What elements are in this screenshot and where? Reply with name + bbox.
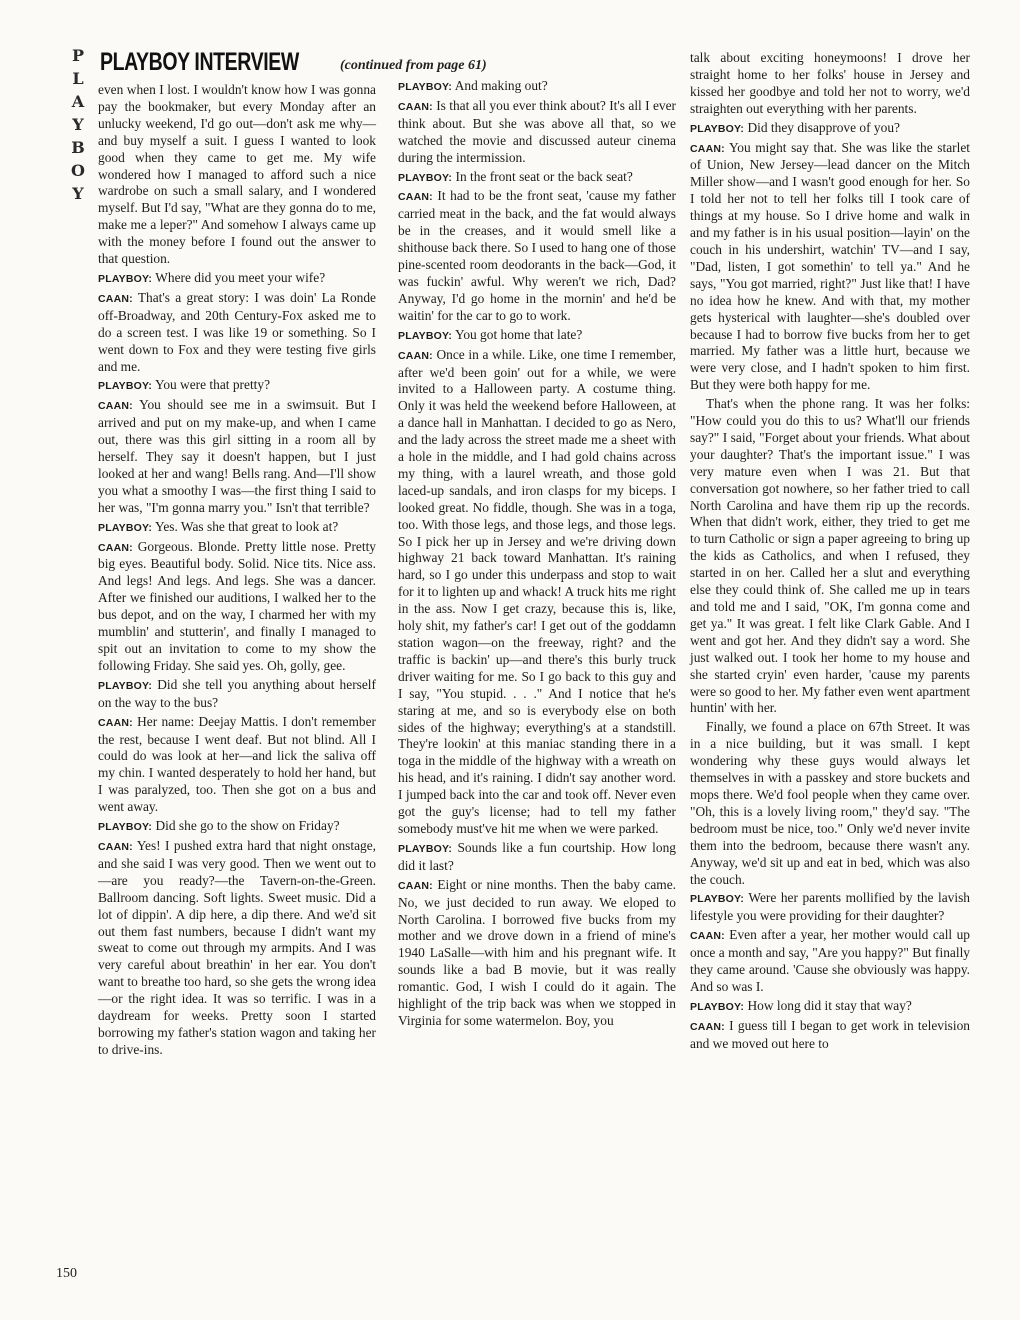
paragraph	[398, 188, 676, 324]
speaker-label: PLAYBOY:	[98, 821, 153, 834]
paragraph	[98, 290, 376, 376]
masthead-letter: A	[71, 92, 85, 111]
masthead-letter: B	[71, 138, 85, 157]
paragraph	[690, 396, 970, 717]
paragraph	[98, 519, 376, 537]
paragraph	[398, 98, 676, 167]
masthead-letter: O	[71, 161, 85, 180]
paragraph	[690, 890, 970, 925]
masthead-letter: L	[72, 69, 84, 88]
paragraph-text: Were her parents mollified by the lavish lifestyle you were providing for their daughter?	[690, 890, 971, 924]
paragraph-text: Did she tell you anything about herself on the way to the bus?	[98, 676, 376, 710]
speaker-label: PLAYBOY:	[98, 521, 153, 534]
paragraph-text: Where did you meet your wife?	[155, 269, 326, 285]
speaker-label: CAAN:	[690, 1020, 725, 1033]
paragraph-text: Her name: Deejay Mattis. I don't remember the rest, because I went deaf. But not blind. All I could do was look at her—and lick the saliva off my chin. I wanted desperately to hold her hand, but I was paralyzed, too. Then she got on a bus and went away.	[98, 713, 376, 815]
masthead-letter: Y	[72, 184, 84, 203]
paragraph-text: Yes! I pushed extra hard that night onstage, and she said I was very good. Then we went out to—are you ready?—the Tavern-on-the-Green. Ballroom dancing. Soft lights. Sweet music. Did a lot of dippin'. A dip here, a dip there. And we'd sit out them fast numbers, because I didn't want my sweat to come out through my armpits. And I was very careful about breathin' in her ear. You don't want to breathe too hard, so she gets the wrong idea—or the right idea. It was so terrific. I was in a daydream for weeks. Pretty soon I started borrowing my father's station wagon and taking her to drive-ins.	[98, 837, 376, 1057]
playboy-vertical-masthead	[68, 44, 88, 205]
paragraph-text: talk about exciting honeymoons! I drove her straight home to her folks' house in Jersey and kissed her goodbye and told her not to worry, we'd straighten out everything with her parents.	[690, 50, 970, 116]
paragraph-text: You might say that. She was like the starlet of Union, New Jersey—lead dancer on the Mitch Miller show—and I wasn't good enough for her. So I told her not to tell her folks till I took care of things at my house. So I drive home and walk in and my father is in his usual position—layin' on the couch in his undershirt, watchin' TV—and I say, "Dad, listen, I got somethin' to tell ya." And he says, "You got married, right?" Just like that! I have no idea how he knew. And with that, my mother gets hysterical with laughter—she's doubled over because I had to borrow five bucks from her to get married. My father was a little hurt, because we were very close, and I hadn't spoken to him first. But they were both happy for me.	[690, 139, 971, 393]
article-title: PLAYBOY INTERVIEW	[100, 48, 299, 76]
paragraph	[98, 270, 376, 288]
speaker-label: PLAYBOY:	[98, 272, 153, 285]
paragraph	[690, 927, 970, 996]
paragraph	[690, 1018, 970, 1053]
paragraph-text: In the front seat or the back seat?	[455, 168, 633, 184]
speaker-label: CAAN:	[398, 879, 433, 892]
paragraph-text: Is that all you ever think about? It's all I ever think about. But she was above all that, so we watched the movie and discussed auteur cinema during the intermission.	[398, 97, 676, 165]
paragraph	[98, 377, 376, 395]
paragraph-text: I guess till I began to get work in television and we moved out here to	[690, 1017, 970, 1051]
paragraph	[98, 818, 376, 836]
paragraph-text: Yes. Was she that great to look at?	[154, 518, 339, 534]
paragraph	[690, 120, 970, 138]
speaker-label: CAAN:	[690, 930, 725, 943]
paragraph-text: Did they disapprove of you?	[747, 119, 900, 135]
paragraph-text: Sounds like a fun courtship. How long did it last?	[398, 839, 676, 873]
text-column-3	[690, 50, 970, 1055]
paragraph	[690, 719, 970, 888]
continued-note: (continued from page 61)	[340, 58, 487, 73]
paragraph-text: Gorgeous. Blonde. Pretty little nose. Pretty big eyes. Beautiful body. Solid. Nice tits. Nice ass. And legs! And legs. And legs. She was a dancer. After we finished our auditions, I walked her to the bus depot, and on the way, I charmed her with my mumblin' and stutterin', and finally I managed to spit out an invitation to come to my show the following Friday. She said yes. Oh, golly, gee.	[98, 538, 376, 673]
paragraph-text: It had to be the front seat, 'cause my father carried meat in the back, and the fat would always be in the creases, and it would smell like a shithouse back there. So I used to hang one of those pine-scented room deodorants in the back—God, it was fuckin' awful. Why weren't we rich, Dad? Anyway, I'd go home in the mornin' and he'd be waitin' for the car to go to work.	[398, 188, 676, 323]
paragraph	[398, 169, 676, 187]
paragraph	[98, 714, 376, 816]
speaker-label: PLAYBOY:	[690, 893, 745, 906]
paragraph-text: That's when the phone rang. It was her folks: "How could you do this to us? What'll our friends say?" I said, "Forget about your friends. What about your daughter? That's the important issue." I was very mature even when I was 21. But that conversation got nowhere, so her father tried to call North Carolina and have them rip up the records. When that didn't work, either, they tried to get me to turn Catholic or sign a paper agreeing to bring up the kids as Catholics, and when I refused, they started in on her. Called her a slut and everything else they could think of. She called me up in tears and told me and I said, "OK, I'm gonna come and get ya." It was great. I felt like Clark Gable. And I went and got her. And they didn't say a word. She just walked out. I took her home to my house and she started cryin' even harder, 'cause my parents were so good to her. My father even went apartment huntin' with her.	[690, 396, 970, 716]
paragraph	[98, 838, 376, 1059]
speaker-label: PLAYBOY:	[690, 122, 745, 135]
paragraph	[690, 140, 970, 395]
paragraph	[398, 78, 676, 96]
speaker-label: CAAN:	[398, 100, 433, 113]
paragraph	[398, 877, 676, 1030]
speaker-label: PLAYBOY:	[690, 1000, 745, 1013]
paragraph-text: even when I lost. I wouldn't know how I was gonna pay the bookmaker, but every Monday after an unlucky weekend, I'd go out—don't ask me why—and buy myself a suit. I guess I wanted to look good when they came to get me. My wife wondered how I managed to afford such a nice wardrobe on such a small salary, and I wondered myself. But I'd say, "What are they gonna do to me, make me a leper?" And somehow I always came up with the money before I found out the answer to that question.	[98, 82, 376, 267]
text-column-2	[398, 78, 676, 1032]
speaker-label: CAAN:	[98, 716, 133, 729]
paragraph-text: Even after a year, her mother would call up once a month and say, "Are you happy?" But finally they came around. 'Cause she obviously was happy. And so was I.	[690, 927, 970, 994]
speaker-label: PLAYBOY:	[398, 171, 453, 184]
speaker-label: CAAN:	[98, 840, 133, 853]
paragraph	[98, 539, 376, 675]
speaker-label: PLAYBOY:	[98, 679, 153, 692]
paragraph-text: Did she go to the show on Friday?	[155, 818, 340, 834]
speaker-label: CAAN:	[98, 292, 133, 305]
masthead-letter: Y	[72, 115, 84, 134]
text-column-1	[98, 82, 376, 1061]
paragraph	[690, 998, 970, 1016]
paragraph	[398, 327, 676, 345]
paragraph-text: And making out?	[454, 78, 548, 93]
speaker-label: PLAYBOY:	[398, 842, 453, 855]
paragraph-text: How long did it stay that way?	[747, 997, 912, 1013]
paragraph-text: Once in a while. Like, one time I remember, after we'd been goin' out for a while, we were invited to a Halloween party. A costume thing. Only it was held the weekend before Halloween, at a dance hall in Manhattan. I decided to go as Nero, and the lady across the street made me a sheet with a hole in the middle, and I had gold chains across my thing, with a laurel wreath, and those gold laced-up sandals, and iron clasps for my biceps. I looked great. No fiddle, though. She was in a toga, too. With those legs, and those legs, and those legs. So I pick her up in Jersey and we're driving down highway 21 back toward Manhattan. It's raining hard, so I go under this underpass and stop to wait for it to lighten up and whack! A truck hits me right in the ass. Now I get crazy, because this is, like, holy shit, my father's car! I get out of the goddamn station wagon—on the freeway, right? and the traffic is backin' up—and there's this burly truck driver waiting for me. So I go back to this guy and I say, "You stupid. . . ." And I notice that he's staring at me, and so is everybody else on both sides of the highway; everything's at a standstill. They're lookin' at this maniac standing there in a toga in the middle of the highway with a wreath on his head, and it's raining. I didn't say another word. I jumped back into the car and took off. Never even got the guy's license; had to tell my father somebody must've hit me when we were parked.	[398, 346, 676, 836]
paragraph	[98, 82, 376, 268]
paragraph-text: You got home that late?	[454, 326, 583, 342]
speaker-label: CAAN:	[98, 400, 133, 413]
paragraph-text: That's a great story: I was doin' La Ronde off-Broadway, and 20th Century-Fox asked me to do a screen test. I was like 19 or something. So I went down to Fox and they were testing five girls and me.	[98, 289, 376, 374]
paragraph	[98, 397, 376, 516]
paragraph	[398, 840, 676, 875]
paragraph-text: Eight or nine months. Then the baby came. No, we just decided to run away. We eloped to North Carolina. I borrowed five bucks from my mother and we drove down in a friend of mine's 1940 LaSalle—with him and his pregnant wife. It sounds like a bad B movie, but it was really romantic. God, I wish I could do it again. The highlight of the trip back was when we stopped in Virginia for some watermelon. Boy, you	[398, 876, 676, 1028]
paragraph-text: You were that pretty?	[154, 377, 271, 393]
speaker-label: CAAN:	[398, 191, 433, 204]
paragraph	[690, 50, 970, 118]
speaker-label: CAAN:	[690, 142, 725, 155]
speaker-label: CAAN:	[398, 349, 433, 362]
masthead-letter: P	[71, 46, 85, 65]
paragraph-text: You should see me in a swimsuit. But I arrived and put on my make-up, and when I came out, there was this girl sitting in a room all by herself. They say it doesn't happen, but I just looked at her and wang! Bells rang. And—I'll show you what a smoothy I was—the first thing I said to her was, "I'm gonna marry you." Isn't that terrible?	[98, 397, 376, 515]
speaker-label: PLAYBOY:	[398, 81, 453, 93]
page-number: 150	[56, 1266, 77, 1281]
paragraph-text: Finally, we found a place on 67th Street. It was in a nice building, but it was small. I kept wondering why these guys would always let themselves in with a passkey and store buckets and mops there. We'd fool people when they came over. "Oh, this is a lovely living room," they'd say. "The bedroom must be nice, too." Only we'd never invite them into the bedroom, because there wasn't any. Anyway, we'd sit up and eat in bed, which was also the couch.	[690, 719, 970, 887]
speaker-label: PLAYBOY:	[98, 380, 153, 393]
speaker-label: PLAYBOY:	[398, 329, 453, 342]
article-header	[100, 48, 487, 77]
speaker-label: CAAN:	[98, 541, 133, 554]
paragraph	[98, 677, 376, 712]
paragraph	[398, 347, 676, 838]
